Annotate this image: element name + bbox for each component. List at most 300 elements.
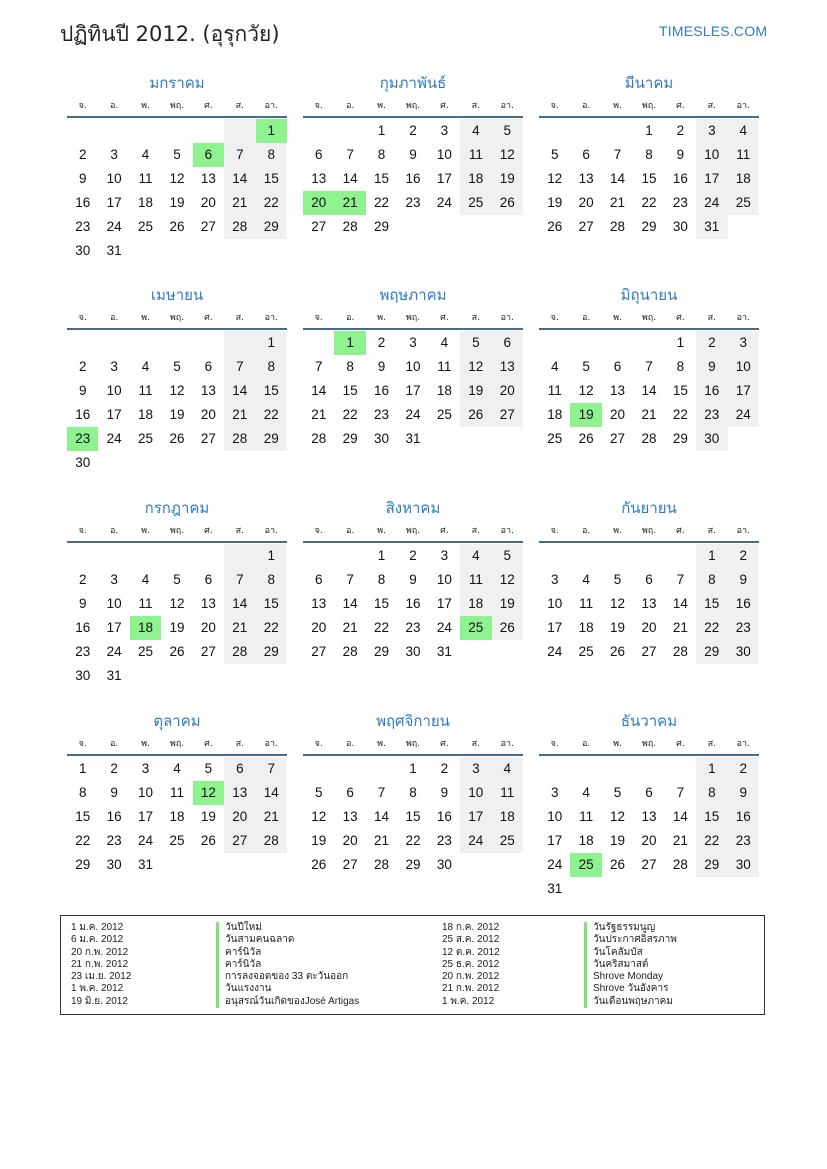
weekday-label: จ. [550,739,559,749]
day-cell: 7 [645,359,653,374]
day-cell: 25 [138,431,154,446]
days-grid [303,544,523,664]
day-cell: 29 [256,427,287,451]
day-cell: 18 [728,167,759,191]
day-cell: 25 [492,829,523,853]
day-cell: 4 [173,761,181,776]
month-block [303,282,523,451]
weekday-header [67,308,287,330]
weekday-label: พฤ. [405,313,421,323]
day-cell: 10 [436,572,452,587]
day-cell: 25 [460,191,491,215]
day-cell: 2 [78,147,87,162]
day-cell: 4 [141,359,150,374]
weekday-header [67,96,287,118]
day-cell: 10 [728,355,759,379]
legend-right-dates [442,922,500,1008]
day-cell: 12 [547,171,563,186]
day-cell: 28 [672,644,688,659]
day-cell: 28 [342,219,358,234]
weekday-label: จ. [550,313,559,323]
day-cell: 4 [460,544,491,568]
empty-cell [539,331,570,355]
weekday-label: ส. [235,313,244,323]
day-cell: 28 [224,427,255,451]
day-cell: 14 [641,383,657,398]
day-cell: 20 [641,620,657,635]
day-cell: 16 [106,809,122,824]
holiday-cell: 6 [193,143,224,167]
month-name: พฤษภาคม [379,286,447,304]
day-cell: 13 [311,596,327,611]
day-cell: 21 [374,833,390,848]
day-cell: 31 [106,668,122,683]
day-cell: 13 [311,171,327,186]
weekday-label: พ. [141,101,150,111]
day-cell: 29 [641,219,657,234]
days-grid [67,119,287,263]
day-cell: 23 [75,219,91,234]
legend-date: 1 พ.ค. 2012 [71,983,124,995]
empty-cell [224,544,255,568]
month-block [67,495,287,688]
day-cell: 26 [460,403,491,427]
day-cell: 14 [374,809,390,824]
day-cell: 6 [613,359,622,374]
day-cell: 8 [78,785,87,800]
legend-date: 20 ก.พ. 2012 [442,971,500,983]
month-block [67,282,287,475]
day-cell: 6 [645,785,653,800]
day-cell: 27 [610,431,626,446]
day-cell: 31 [696,215,727,239]
weekday-header [303,521,523,543]
weekday-label: พ. [613,739,622,749]
day-cell: 22 [641,195,657,210]
day-cell: 19 [610,833,626,848]
weekday-label: อ. [581,101,591,111]
day-cell: 18 [460,592,491,616]
day-cell: 17 [138,809,154,824]
holiday-legend [60,915,765,1015]
day-cell: 15 [374,171,390,186]
legend-holiday-name: อนุสรณ์วันเกิดของJosé Artigas [216,996,359,1008]
weekday-label: ส. [471,313,480,323]
weekday-label: ศ. [440,313,449,323]
day-cell: 6 [204,359,213,374]
weekday-header [539,308,759,330]
day-cell: 26 [610,857,626,872]
day-cell: 24 [436,195,452,210]
day-cell: 5 [613,785,622,800]
day-cell: 27 [641,644,657,659]
day-cell: 18 [169,809,185,824]
holiday-cell: 23 [67,427,98,451]
day-cell: 28 [342,644,358,659]
day-cell: 3 [460,757,491,781]
day-cell: 10 [547,596,563,611]
day-cell: 3 [409,335,417,350]
day-cell: 3 [550,572,559,587]
weekday-label: พ. [377,739,386,749]
day-cell: 12 [169,383,185,398]
day-cell: 2 [676,123,685,138]
empty-cell [224,119,255,143]
legend-holiday-name: วันโคลัมบัส [584,947,677,959]
day-cell: 3 [728,331,759,355]
day-cell: 30 [75,455,91,470]
day-cell: 29 [75,857,91,872]
weekday-label: อา. [736,739,750,749]
weekday-label: ศ. [204,526,213,536]
holiday-cell: 21 [334,191,365,215]
legend-left-names [216,922,359,1008]
day-cell: 6 [314,147,323,162]
day-cell: 5 [550,147,559,162]
day-cell: 25 [138,219,154,234]
day-cell: 9 [110,785,118,800]
weekday-label: พ. [613,526,622,536]
day-cell: 27 [200,431,216,446]
weekday-label: ส. [471,739,480,749]
day-cell: 2 [696,331,727,355]
weekday-label: พ. [613,101,622,111]
day-cell: 12 [460,355,491,379]
day-cell: 10 [405,359,421,374]
day-cell: 30 [405,644,421,659]
month-name: ธันวาคม [620,712,678,730]
day-cell: 13 [200,596,216,611]
day-cell: 15 [696,592,727,616]
day-cell: 18 [492,805,523,829]
legend-holiday-name: Shrove Monday [584,971,677,983]
day-cell: 31 [106,243,122,258]
day-cell: 6 [314,572,323,587]
day-cell: 14 [224,379,255,403]
weekday-label: พ. [141,739,150,749]
day-cell: 6 [492,331,523,355]
day-cell: 25 [436,407,452,422]
day-cell: 21 [224,191,255,215]
days-grid [539,331,759,451]
day-cell: 17 [547,620,563,635]
day-cell: 18 [138,195,154,210]
weekday-label: อา. [264,739,278,749]
empty-cell [602,119,633,143]
day-cell: 27 [578,219,594,234]
day-cell: 11 [169,785,184,800]
legend-holiday-name: วันรัฐธรรมนูญ [584,922,677,934]
day-cell: 9 [78,596,87,611]
day-cell: 5 [582,359,590,374]
month-name: กันยายน [621,499,677,517]
day-cell: 11 [460,568,491,592]
day-cell: 9 [78,383,87,398]
day-cell: 3 [110,359,118,374]
day-cell: 15 [256,592,287,616]
day-cell: 1 [377,123,386,138]
day-cell: 1 [256,544,287,568]
weekday-label: ส. [235,101,244,111]
day-cell: 22 [696,616,727,640]
empty-cell [161,119,192,143]
day-cell: 10 [436,147,452,162]
day-cell: 8 [256,355,287,379]
legend-date: 12 ต.ค. 2012 [442,946,500,958]
weekday-label: อ. [345,739,355,749]
day-cell: 5 [204,761,213,776]
day-cell: 23 [728,616,759,640]
day-cell: 10 [460,781,491,805]
day-cell: 13 [610,383,626,398]
day-cell: 17 [728,379,759,403]
day-cell: 29 [405,857,421,872]
weekday-label: อ. [109,739,119,749]
empty-cell [665,544,696,568]
day-cell: 5 [492,544,523,568]
legend-date: 25 ธ.ค. 2012 [442,958,500,970]
weekday-label: ศ. [204,101,213,111]
day-cell: 7 [676,785,685,800]
weekday-label: จ. [78,101,87,111]
day-cell: 19 [169,407,185,422]
month-block [303,495,523,664]
day-cell: 20 [578,195,594,210]
month-name: มกราคม [149,74,205,92]
weekday-label: ส. [707,313,716,323]
day-cell: 12 [311,809,327,824]
day-cell: 3 [440,548,449,563]
day-cell: 20 [200,195,216,210]
weekday-label: อา. [500,313,514,323]
day-cell: 26 [169,219,185,234]
day-cell: 14 [672,809,688,824]
day-cell: 2 [78,359,87,374]
legend-right-names [584,922,677,1008]
day-cell: 28 [311,431,327,446]
day-cell: 22 [256,403,287,427]
legend-date: 20 ก.พ. 2012 [71,946,129,958]
day-cell: 17 [696,167,727,191]
day-cell: 28 [224,640,255,664]
site-link[interactable]: TIMESLES.COM [659,23,768,39]
weekday-label: พฤ. [405,739,421,749]
empty-cell [303,119,334,143]
day-cell: 1 [78,761,87,776]
month-block [67,70,287,263]
day-cell: 13 [200,383,216,398]
day-cell: 22 [256,616,287,640]
weekday-label: ส. [471,101,480,111]
day-cell: 16 [75,620,91,635]
day-cell: 7 [224,568,255,592]
empty-cell [539,119,570,143]
days-grid [67,544,287,688]
weekday-label: อ. [109,101,119,111]
day-cell: 6 [204,572,213,587]
weekday-label: จ. [78,313,87,323]
day-cell: 26 [311,857,327,872]
empty-cell [334,544,365,568]
empty-cell [602,757,633,781]
day-cell: 12 [610,809,626,824]
day-cell: 16 [696,379,727,403]
day-cell: 27 [224,829,255,853]
empty-cell [334,119,365,143]
day-cell: 3 [110,572,118,587]
holiday-cell: 25 [460,616,491,640]
day-cell: 2 [377,335,386,350]
day-cell: 8 [256,143,287,167]
day-cell: 27 [342,857,358,872]
day-cell: 29 [374,644,390,659]
day-cell: 26 [578,431,594,446]
day-cell: 20 [342,833,358,848]
weekday-label: ส. [707,739,716,749]
day-cell: 12 [610,596,626,611]
day-cell: 10 [547,809,563,824]
day-cell: 27 [311,219,327,234]
day-cell: 20 [224,805,255,829]
day-cell: 21 [311,407,327,422]
empty-cell [161,331,192,355]
day-cell: 3 [110,147,118,162]
day-cell: 28 [610,219,626,234]
day-cell: 1 [377,548,386,563]
day-cell: 17 [405,383,421,398]
day-cell: 4 [492,757,523,781]
legend-holiday-name: วันสามคนฉลาด [216,934,359,946]
day-cell: 20 [610,407,626,422]
day-cell: 7 [224,143,255,167]
weekday-label: ศ. [440,526,449,536]
weekday-label: ศ. [676,739,685,749]
day-cell: 27 [200,219,216,234]
day-cell: 5 [173,359,181,374]
holiday-cell: 19 [570,403,601,427]
day-cell: 19 [169,195,185,210]
day-cell: 23 [106,833,122,848]
empty-cell [539,757,570,781]
empty-cell [539,544,570,568]
month-block [67,708,287,877]
day-cell: 10 [106,383,122,398]
day-cell: 11 [579,809,594,824]
day-cell: 18 [436,383,452,398]
day-cell: 15 [342,383,358,398]
day-cell: 19 [492,592,523,616]
empty-cell [98,119,129,143]
day-cell: 14 [224,167,255,191]
holiday-cell: 1 [256,119,287,143]
day-cell: 7 [314,359,323,374]
weekday-label: ศ. [204,313,213,323]
weekday-header [539,734,759,756]
weekday-label: อ. [345,101,355,111]
empty-cell [570,757,601,781]
weekday-label: อ. [581,739,591,749]
day-cell: 22 [374,620,390,635]
empty-cell [67,331,98,355]
weekday-label: จ. [78,739,87,749]
day-cell: 22 [256,191,287,215]
weekday-label: พฤ. [641,313,657,323]
days-grid [303,757,523,877]
day-cell: 2 [78,572,87,587]
day-cell: 10 [696,143,727,167]
day-cell: 21 [224,403,255,427]
weekday-label: พ. [377,101,386,111]
day-cell: 31 [405,431,421,446]
day-cell: 13 [224,781,255,805]
legend-date: 1 พ.ค. 2012 [442,995,495,1007]
day-cell: 7 [256,757,287,781]
weekday-label: จ. [550,101,559,111]
day-cell: 16 [728,592,759,616]
day-cell: 7 [346,147,354,162]
empty-cell [570,119,601,143]
day-cell: 25 [138,644,154,659]
day-cell: 14 [311,383,327,398]
legend-date: 18 ก.ค. 2012 [442,922,500,933]
holiday-cell: 12 [193,781,224,805]
weekday-header [539,96,759,118]
day-cell: 8 [676,359,685,374]
day-cell: 29 [696,640,727,664]
day-cell: 26 [200,833,216,848]
legend-date: 23 เม.ย. 2012 [71,971,132,983]
weekday-header [303,96,523,118]
day-cell: 30 [75,243,91,258]
day-cell: 10 [138,785,154,800]
day-cell: 31 [436,644,452,659]
day-cell: 30 [75,668,91,683]
day-cell: 21 [256,805,287,829]
day-cell: 14 [224,592,255,616]
day-cell: 7 [377,785,386,800]
day-cell: 30 [672,219,688,234]
day-cell: 21 [672,620,688,635]
legend-holiday-name: วันแรงงาน [216,983,359,995]
month-block [539,708,759,901]
month-block [303,708,523,877]
weekday-label: พ. [141,526,150,536]
legend-date: 25 ส.ค. 2012 [442,934,500,946]
day-cell: 1 [645,123,653,138]
empty-cell [633,757,664,781]
legend-date: 21 ก.พ. 2012 [442,983,500,995]
legend-holiday-name: วันประกาศอิสรภาพ [584,934,677,946]
day-cell: 4 [460,119,491,143]
day-cell: 8 [377,147,386,162]
day-cell: 21 [610,195,626,210]
day-cell: 23 [374,407,390,422]
month-block [303,70,523,239]
day-cell: 23 [405,195,421,210]
day-cell: 6 [346,785,354,800]
empty-cell [334,757,365,781]
day-cell: 10 [106,596,122,611]
empty-cell [303,544,334,568]
day-cell: 16 [75,195,91,210]
legend-holiday-name: วันคริสมาสต์ [584,959,677,971]
day-cell: 20 [641,833,657,848]
day-cell: 22 [342,407,358,422]
weekday-label: อ. [109,526,119,536]
day-cell: 19 [200,809,216,824]
day-cell: 24 [547,857,563,872]
day-cell: 13 [492,355,523,379]
